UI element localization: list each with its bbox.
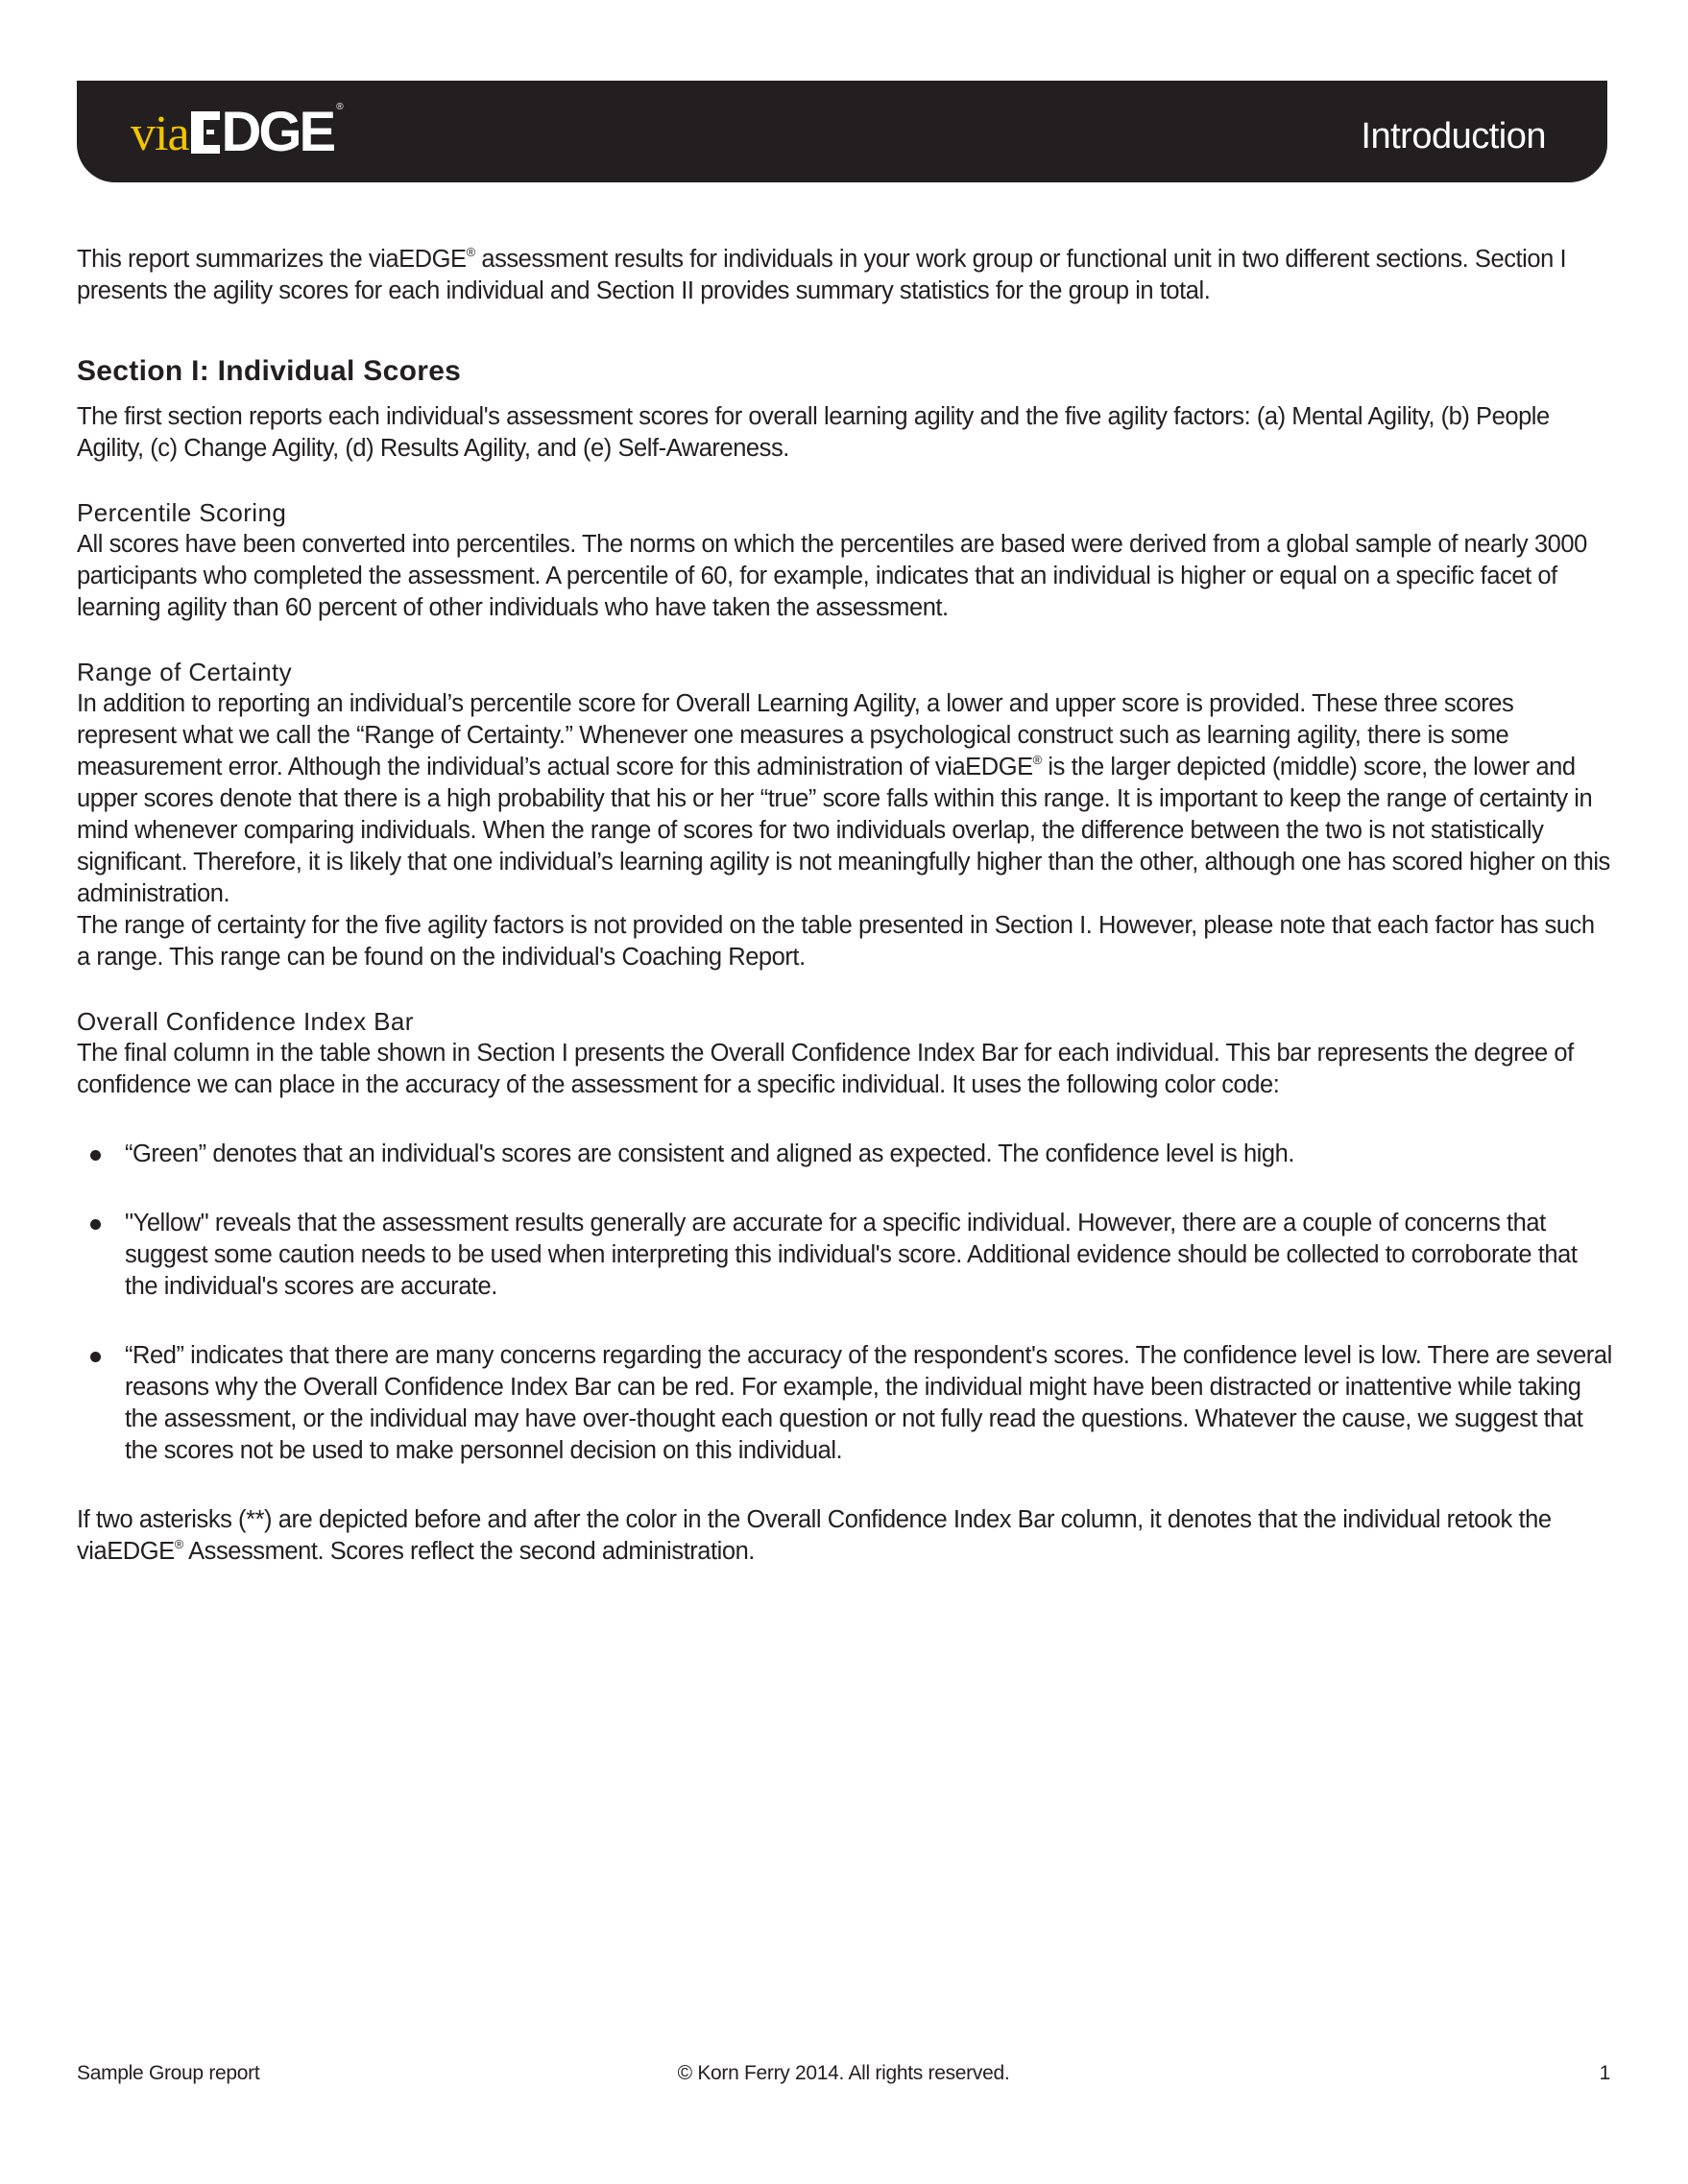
percentile-scoring-heading: Percentile Scoring: [77, 498, 287, 527]
logo-registered-mark: ®: [336, 102, 344, 112]
intro-text-2: assessment results for individuals in your work group or functional unit in two different sections. Section I presents the agility scores for each individual and Section II provides summary statistics for the group in total.: [77, 246, 1567, 304]
bullet-text: “Red” indicates that there are many concerns regarding the accuracy of the respondent's scores. The confidence level is low. There are several reasons why the Overall Confidence Index Bar can be red. For example, the individual might have been distracted or inattentive while taking the assessment, or the individual may have over-thought each question or not fully read the questions. Whatever the cause, we suggest that the scores not be used to make personnel decision on this individual.: [125, 1342, 1612, 1464]
range-text-1: In addition to reporting an individual’s percentile score for Overall Learning Agility, a lower and upper score is provided. These three scores represent what we call the “Range of Certainty.” Whenever one measures a psychological construct such as learning agility, there is some measurement error. Although the individual’s actual score for this administration of viaEDGE: [77, 690, 1514, 780]
page-title: Introduction: [1361, 116, 1546, 156]
note-text-1: If two asterisks (**) are depicted before and after the color in the Overall Confidence Index Bar column, it denotes that the individual retook the viaEDGE: [77, 1506, 1552, 1565]
list-item-red: [77, 1340, 1613, 1467]
registered-mark: ®: [466, 245, 475, 259]
retake-note-paragraph: [77, 1504, 1613, 1568]
confidence-index-heading: Overall Confidence Index Bar: [77, 1007, 414, 1036]
section-1-heading: Section I: Individual Scores: [77, 355, 462, 387]
document-body: [77, 244, 1613, 1568]
range-of-certainty-note: The range of certainty for the five agility factors is not provided on the table presented in Section I. However, please note that each factor has such a range. This range can be found on the individual's Coaching Report.: [77, 912, 1595, 971]
intro-text-1: This report summarizes the viaEDGE: [77, 246, 467, 273]
list-item-green: [77, 1139, 1613, 1170]
registered-mark: ®: [174, 1537, 183, 1551]
logo-edge-text: DGE: [221, 101, 334, 163]
registered-mark: ®: [1032, 753, 1042, 767]
range-text-2: is the larger depicted (middle) score, the lower and upper scores denote that there is a high probability that his or her “true” score falls within this range. It is important to keep the range of certainty in mind whenever comparing individuals. When the range of scores for two individuals overlap, the difference between the two is not statistically significant. Therefore, it is likely that one individual’s learning agility is not meaningfully higher than the other, although one has scored higher on this administration.: [77, 754, 1610, 907]
confidence-index-paragraph: The final column in the table shown in Section I presents the Overall Confidence Index Bar for each individual. This bar represents the degree of confidence we can place in the accuracy of the assessment for a specific individual. It uses the following color code:: [77, 1040, 1574, 1098]
bullet-icon: [90, 1352, 101, 1362]
footer-copyright: © Korn Ferry 2014. All rights reserved.: [677, 2062, 1010, 2084]
intro-paragraph: [77, 244, 1613, 307]
header-banner: [77, 81, 1607, 182]
footer-report-name: Sample Group report: [77, 2062, 260, 2084]
logo-e-glyph-icon: [191, 111, 220, 154]
range-of-certainty-heading: Range of Certainty: [77, 658, 292, 686]
bullet-icon: [90, 1150, 101, 1161]
section-1-paragraph: The first section reports each individual's assessment scores for overall learning agility and the five agility factors: (a) Mental Agility, (b) People Agility, (c) Change Agility, (d) Results Agility, and (e) Self-Awareness.: [77, 403, 1550, 462]
page-number: 1: [1599, 2062, 1610, 2084]
range-of-certainty-paragraph: [77, 688, 1613, 910]
bullet-icon: [90, 1219, 101, 1230]
page-footer: [77, 2059, 1610, 2088]
list-item-yellow: [77, 1208, 1613, 1303]
note-text-2: Assessment. Scores reflect the second administration.: [182, 1538, 755, 1565]
color-code-list: [77, 1139, 1613, 1467]
bullet-text: "Yellow" reveals that the assessment results generally are accurate for a specific individual. However, there are a couple of concerns that suggest some caution needs to be used when interpreting this individual's score. Additional evidence should be collected to corroborate that the individual's scores are accurate.: [125, 1210, 1578, 1300]
logo-via-text: via: [131, 107, 189, 161]
viaedge-logo: [131, 98, 344, 165]
bullet-text: “Green” denotes that an individual's scores are consistent and aligned as expected. The confidence level is high.: [125, 1140, 1294, 1167]
percentile-scoring-paragraph: All scores have been converted into percentiles. The norms on which the percentiles are based were derived from a global sample of nearly 3000 participants who completed the assessment. A percentile of 60, for example, indicates that an individual is higher or equal on a specific facet of learning agility than 60 percent of other individuals who have taken the assessment.: [77, 531, 1587, 621]
